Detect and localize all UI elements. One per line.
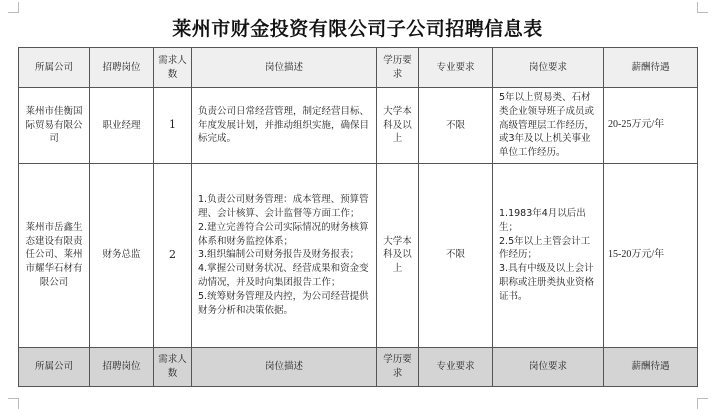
description-item: 3.组织编制公司财务报告及财务报表； xyxy=(198,249,360,261)
cell-salary: 20-25万元/年 xyxy=(604,88,698,164)
col-header-company: 所属公司 xyxy=(19,48,90,88)
cell-company: 莱州市岳鑫生态建设有限责任公司、莱州市耀华石材有限公司 xyxy=(19,163,90,347)
description-item: 1.负责公司财务管理：成本管理、预算管理、会计核算、会计监督等方面工作； xyxy=(198,194,369,220)
cell-count: 2 xyxy=(154,163,192,347)
col-header-major: 专业要求 xyxy=(419,48,493,88)
description-item: 2.建立完善符合公司实际情况的财务核算体系和财务监控体系； xyxy=(198,221,369,247)
col-header-education: 学历要求 xyxy=(377,48,419,88)
cell-requirements: 5年以上贸易类、石材类企业领导班子成员或高级管理层工作经历，或3年及以上机关事业单位工作经历。 xyxy=(493,88,604,164)
col-header-description: 岗位描述 xyxy=(192,48,377,88)
crop-mark-top-left xyxy=(8,2,19,13)
cell-count: 1 xyxy=(154,88,192,164)
document-title: 莱州市财金投资有限公司子公司招聘信息表 xyxy=(172,18,543,40)
requirement-item: 2.5年以上主管会计工作经历； xyxy=(499,235,591,261)
requirement-item: 3.具有中级及以上会计职称或注册类执业资格证书。 xyxy=(499,263,595,302)
cell-education: 大学本科及以上 xyxy=(377,88,419,164)
cell-description xyxy=(192,163,377,347)
cell-salary: 15-20万元/年 xyxy=(604,163,698,347)
col-footer-major: 专业要求 xyxy=(419,347,493,386)
col-footer-company: 所属公司 xyxy=(19,347,90,386)
recruitment-table xyxy=(18,47,698,387)
description-item: 4.掌握公司财务状况、经营成果和资金变动情况，并及时向集团报告工作； xyxy=(198,263,369,288)
cell-position: 财务总监 xyxy=(90,163,154,347)
crop-mark-bottom-right xyxy=(697,398,708,409)
description-item: 5.统筹财务管理及内控，为公司经营提供财务分析和决策依据。 xyxy=(198,290,369,316)
cell-company: 莱州市佳衡国际贸易有限公司 xyxy=(19,88,90,164)
col-footer-position: 招聘岗位 xyxy=(90,347,154,386)
cell-requirements xyxy=(493,163,604,347)
cell-description: 负责公司日常经营管理，制定经营目标、年度发展计划，并推动组织实施，确保目标完成。 xyxy=(192,88,377,164)
header-row xyxy=(19,48,698,88)
requirement-item: 1.1983年4月以后出生； xyxy=(499,208,586,233)
col-footer-salary: 薪酬待遇 xyxy=(604,347,698,386)
cell-major: 不限 xyxy=(419,163,493,347)
crop-mark-bottom-left xyxy=(8,398,19,409)
col-header-salary: 薪酬待遇 xyxy=(604,48,698,88)
col-header-requirements: 岗位要求 xyxy=(493,48,604,88)
col-header-position: 招聘岗位 xyxy=(90,48,154,88)
cell-education: 大学本科及以上 xyxy=(377,163,419,347)
col-footer-education: 学历要求 xyxy=(377,347,419,386)
cell-position: 职业经理 xyxy=(90,88,154,164)
crop-mark-top-right xyxy=(697,2,708,13)
col-footer-count: 需求人数 xyxy=(154,347,192,386)
col-header-count: 需求人数 xyxy=(154,48,192,88)
footer-header-row xyxy=(19,347,698,386)
cell-major: 不限 xyxy=(419,88,493,164)
table-row xyxy=(19,163,698,347)
col-footer-description: 岗位描述 xyxy=(192,347,377,386)
table-row xyxy=(19,88,698,164)
col-footer-requirements: 岗位要求 xyxy=(493,347,604,386)
